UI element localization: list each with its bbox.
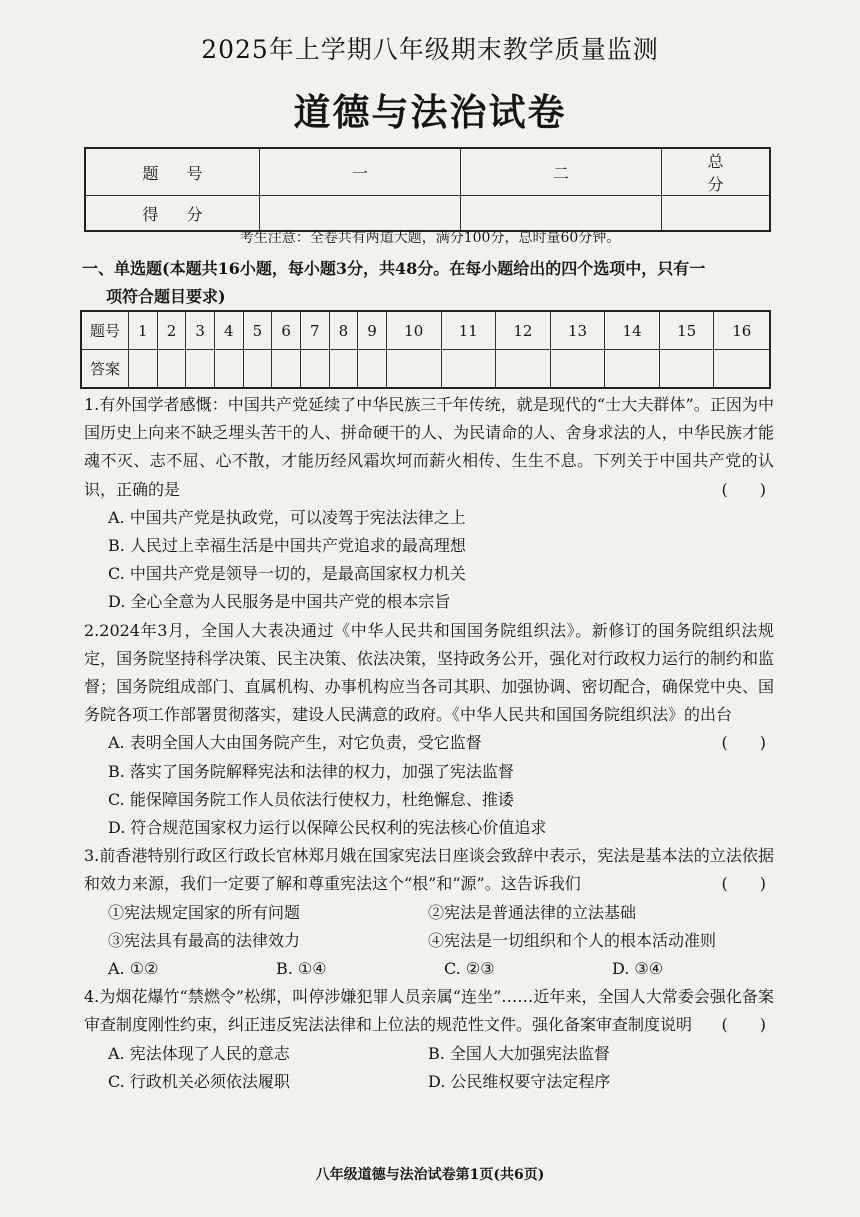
answer-cell-6[interactable] — [272, 350, 301, 389]
answer-cell-16[interactable] — [714, 350, 770, 389]
answer-table-number-3: 3 — [186, 311, 215, 350]
section-heading-line2: 项符合题目要求) — [106, 287, 226, 306]
option-b: B. 人民过上幸福生活是中国共产党追求的最高理想 — [108, 536, 466, 556]
score-cell-part-two[interactable] — [461, 196, 662, 232]
choice-row — [84, 955, 774, 983]
answer-paren: ( ) — [721, 733, 766, 753]
answer-table-answer-row — [81, 350, 770, 389]
answer-cell-13[interactable] — [550, 350, 605, 389]
option-b: B. 落实了国务院解释宪法和法律的权力，加强了宪法监督 — [108, 761, 514, 781]
option-d: D. 符合规范国家权力运行以保障公民权利的宪法核心价值追求 — [108, 818, 547, 838]
question-4 — [84, 983, 774, 1096]
statement-3: ③宪法具有最高的法律效力 — [108, 930, 301, 950]
answer-cell-12[interactable] — [496, 350, 551, 389]
answer-cell-14[interactable] — [605, 350, 660, 389]
answer-table-number-10: 10 — [386, 311, 441, 350]
option-c: C. 中国共产党是领导一切的，是最高国家权力机关 — [108, 564, 466, 584]
score-table-part-one: 一 — [260, 148, 461, 196]
statement-2: ②宪法是普通法律的立法基础 — [428, 902, 637, 922]
answer-cell-5[interactable] — [243, 350, 272, 389]
subject-title: 道德与法治试卷 — [293, 90, 567, 134]
exam-title: 2025年上学期八年级期末教学质量监测 — [201, 35, 659, 64]
answer-table-number-15: 15 — [659, 311, 714, 350]
option-b: B. 全国人大加强宪法监督 — [428, 1043, 610, 1063]
answer-table — [80, 310, 771, 389]
statement-1: ①宪法规定国家的所有问题 — [108, 902, 301, 922]
answer-cell-8[interactable] — [329, 350, 358, 389]
option-row — [84, 1068, 774, 1096]
section-heading — [82, 255, 782, 311]
question-list — [84, 391, 774, 1096]
answer-table-label-number: 题号 — [81, 311, 129, 350]
option-a: A. ①② — [108, 959, 159, 979]
statement-row — [84, 927, 774, 955]
option-b: B. ①④ — [276, 959, 327, 979]
score-table-part-two: 二 — [461, 148, 662, 196]
answer-cell-4[interactable] — [214, 350, 243, 389]
answer-cell-1[interactable] — [129, 350, 158, 389]
option-c: C. 行政机关必须依法履职 — [108, 1071, 290, 1091]
answer-table-number-14: 14 — [605, 311, 660, 350]
answer-table-number-16: 16 — [714, 311, 770, 350]
answer-table-number-row — [81, 311, 770, 350]
answer-table-number-11: 11 — [441, 311, 496, 350]
option-d: D. ③④ — [612, 959, 664, 979]
option-a: A. 表明全国人大由国务院产生，对它负责，受它监督 — [108, 733, 482, 753]
question-stem-text: 3.前香港特别行政区行政长官林郑月娥在国家宪法日座谈会致辞中表示，宪法是基本法的立法依据和效力来源，我们一定要了解和尊重宪法这个“根”和“源”。这告诉我们 — [84, 846, 774, 894]
option-a: A. 宪法体现了人民的意志 — [108, 1043, 290, 1063]
option-a: A. 中国共产党是执政党，可以凌驾于宪法法律之上 — [108, 507, 466, 527]
answer-cell-7[interactable] — [300, 350, 329, 389]
answer-cell-2[interactable] — [157, 350, 186, 389]
statement-4: ④宪法是一切组织和个人的根本活动准则 — [428, 930, 717, 950]
score-cell-total[interactable] — [662, 196, 771, 232]
option-c: C. ②③ — [444, 959, 495, 979]
question-stem — [84, 842, 774, 898]
score-table-header-row — [85, 148, 770, 196]
answer-cell-15[interactable] — [659, 350, 714, 389]
question-stem-text: 1.有外国学者感慨：中国共产党延续了中华民族三千年传统，就是现代的“士大夫群体”。正因为中国历史上向来不缺乏埋头苦干的人、拼命硬干的人、为民请命的人、舍身求法的人，中华民族才能魂不灭、志不屈、心不散，才能历经风霜坎坷而薪火相传、生生不息。下列关于中国共产党的认识，正确的是 — [84, 395, 774, 499]
exam-notice: 考生注意：全卷共有两道大题，满分100分，总时量60分钟。 — [239, 230, 621, 246]
answer-table-number-6: 6 — [272, 311, 301, 350]
answer-table-number-8: 8 — [329, 311, 358, 350]
answer-cell-3[interactable] — [186, 350, 215, 389]
answer-table-label-answer: 答案 — [81, 350, 129, 389]
question-stem — [84, 391, 774, 504]
question-stem-text: 4.为烟花爆竹“禁燃令”松绑，叫停涉嫌犯罪人员亲属“连坐”……近年来，全国人大常委会强化备案审查制度刚性约束，纠正违反宪法法律和上位法的规范性文件。强化备案审查制度说明 — [84, 987, 774, 1035]
answer-paren: ( ) — [721, 1015, 766, 1035]
question-stem — [84, 983, 774, 1039]
option-row — [84, 1040, 774, 1068]
question-2 — [84, 617, 774, 843]
option-c: C. 能保障国务院工作人员依法行使权力，杜绝懈怠、推诿 — [108, 789, 514, 809]
answer-table-number-9: 9 — [358, 311, 387, 350]
statement-row — [84, 899, 774, 927]
score-table — [84, 147, 771, 232]
answer-table-number-12: 12 — [496, 311, 551, 350]
score-table-total: 总分 — [662, 148, 771, 196]
answer-table-number-13: 13 — [550, 311, 605, 350]
option-d: D. 全心全意为人民服务是中国共产党的根本宗旨 — [108, 592, 451, 612]
score-table-label-score: 得分 — [85, 196, 260, 232]
answer-table-number-2: 2 — [157, 311, 186, 350]
answer-table-number-1: 1 — [129, 311, 158, 350]
answer-cell-9[interactable] — [358, 350, 387, 389]
answer-table-number-5: 5 — [243, 311, 272, 350]
score-table-label-number: 题号 — [85, 148, 260, 196]
answer-table-number-4: 4 — [214, 311, 243, 350]
answer-paren: ( ) — [721, 479, 766, 499]
question-3 — [84, 842, 774, 983]
question-1 — [84, 391, 774, 617]
answer-table-number-7: 7 — [300, 311, 329, 350]
question-stem-text: 2.2024年3月，全国人大表决通过《中华人民共和国国务院组织法》。新修订的国务院组织法规定，国务院坚持科学决策、民主决策、依法决策，坚持政务公开，强化对行政权力运行的制约和监督；国务院组成部门、直属机构、办事机构应当各司其职、加强协调、密切配合，确保党中央、国务院各项工作部署贯彻落实，建设人民满意的政府。《中华人民共和国国务院组织法》的出台 — [84, 620, 774, 725]
section-heading-line1: 一、单选题(本题共16小题，每小题3分，共48分。在每小题给出的四个选项中，只有一 — [82, 259, 706, 278]
answer-cell-10[interactable] — [386, 350, 441, 389]
option-d: D. 公民维权要守法定程序 — [428, 1071, 611, 1091]
page-footer: 八年级道德与法治试卷第1页(共6页) — [315, 1167, 545, 1183]
score-table-score-row — [85, 196, 770, 232]
answer-cell-11[interactable] — [441, 350, 496, 389]
score-cell-part-one[interactable] — [260, 196, 461, 232]
answer-paren: ( ) — [721, 874, 766, 894]
